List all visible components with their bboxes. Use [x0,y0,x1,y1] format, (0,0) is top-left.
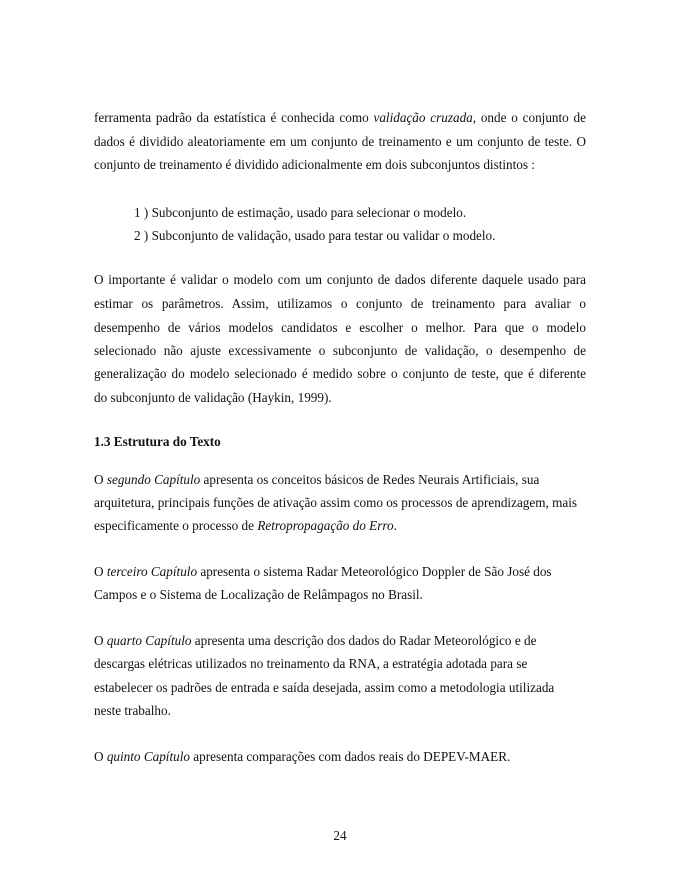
text-run: . [393,518,397,533]
italic-term: quarto Capítulo [106,633,192,648]
para4-line2: Campos e o Sistema de Localização de Relâmpagos no Brasil. [94,587,423,602]
para3-line1 [94,472,539,488]
para2-line6: do subconjunto de validação (Haykin, 1999). [94,390,332,405]
para5-line3: estabelecer os padrões de entrada e saída desejada, assim como a metodologia utilizada [94,680,555,695]
list-item-1: 1 ) Subconjunto de estimação, usado para selecionar o modelo. [134,205,467,220]
text-run: ferramenta padrão da estatística é conhecida como [94,110,374,125]
italic-term: quinto Capítulo [106,749,190,764]
list-item-2: 2 ) Subconjunto de validação, usado para testar ou validar o modelo. [134,228,496,243]
text-run: apresenta uma descrição dos dados do Radar Meteorológico e de [191,633,537,648]
text-run: especificamente o processo de [94,518,258,533]
text-run: , onde o conjunto de [472,110,587,125]
italic-term: Retropropagação do Erro [257,518,394,533]
text-run: apresenta comparações com dados reais do DEPEV-MAER. [190,749,511,764]
para2-line4: selecionado não ajuste excessivamente o subconjunto de validação, o desempenho de [94,343,586,358]
text-run: O [94,749,107,764]
text-run: O [94,564,107,579]
text-run: apresenta o sistema Radar Meteorológico Doppler de São José dos [197,564,552,579]
para5-line4: neste trabalho. [94,703,171,718]
italic-term: terceiro Capítulo [106,564,198,579]
para3-line2: arquitetura, principais funções de ativação assim como os processos de aprendizagem, mais [94,495,578,510]
para1-line1 [94,110,586,126]
italic-term: segundo Capítulo [106,472,201,487]
para5-line2: descargas elétricas utilizados no treinamento da RNA, a estratégia adotada para se [94,656,528,671]
para1-line2: dados é dividido aleatoriamente em um conjunto de treinamento e um conjunto de teste. O [94,134,586,149]
italic-term: validação cruzada [373,110,473,125]
para1-line3: conjunto de treinamento é dividido adicionalmente em dois subconjuntos distintos : [94,157,535,172]
para4-line1 [94,564,552,580]
text-run: O [94,633,107,648]
para5-line1 [94,633,536,649]
page-number: 24 [333,828,347,843]
section-heading: 1.3 Estrutura do Texto [94,434,221,449]
para3-line3 [94,518,397,534]
para2-line2: estimar os parâmetros. Assim, utilizamos o conjunto de treinamento para avaliar o [94,296,586,311]
text-run: O [94,472,107,487]
para2-line3: desempenho de vários modelos candidatos e escolher o melhor. Para que o modelo [94,320,586,335]
text-run: apresenta os conceitos básicos de Redes Neurais Artificiais, sua [200,472,540,487]
para2-line1: O importante é validar o modelo com um conjunto de dados diferente daquele usado para [94,272,586,287]
para6-line1 [94,749,510,765]
para2-line5: generalização do modelo selecionado é medido sobre o conjunto de teste, que é diferente [94,366,586,381]
